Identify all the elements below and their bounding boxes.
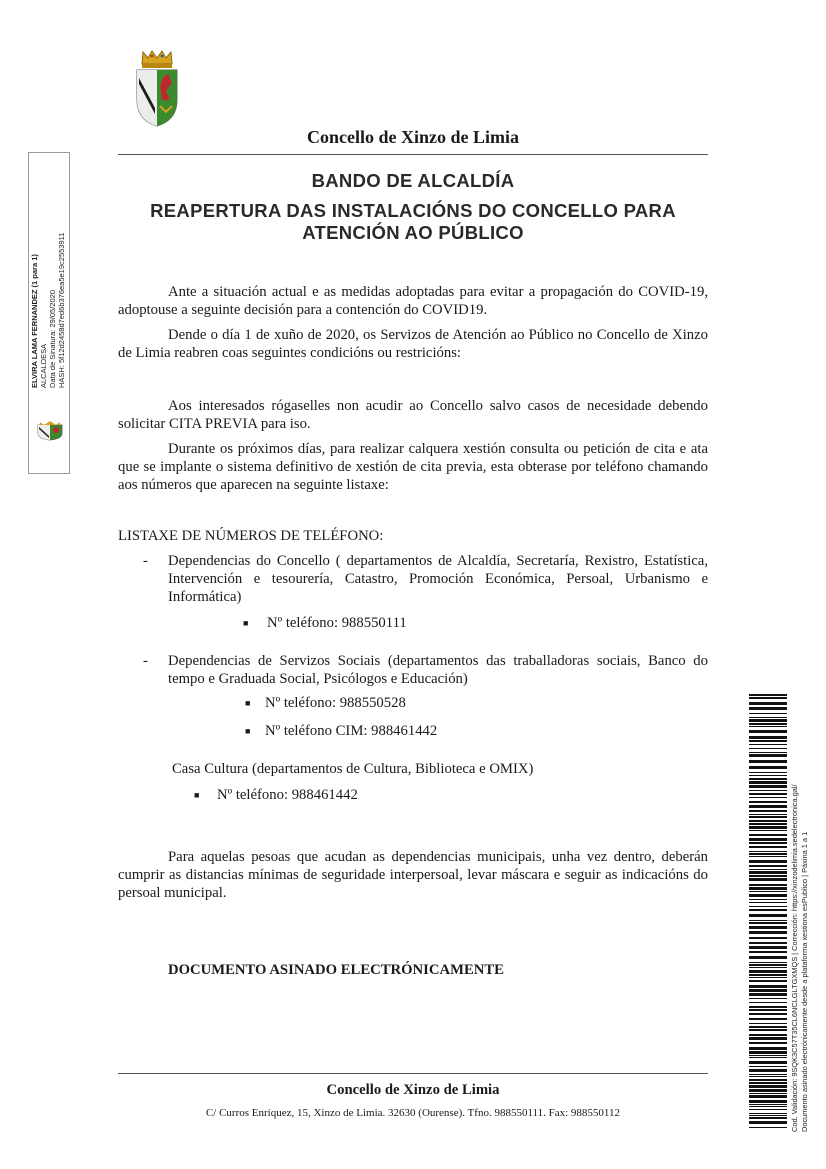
footer-org-name: Concello de Xinzo de Limia [326,1082,500,1098]
group-casa-cultura: Casa Cultura (departamentos de Cultura, Biblioteca e OMIX) [172,761,534,777]
list-bullet: ■ [245,726,251,736]
validation-info [790,784,809,1132]
document-subtitle-line-2: ATENCIÓN AO PÚBLICO [302,222,524,243]
phone-servizos-sociais: Nº teléfono: 988550528 [265,695,406,711]
header-divider [118,154,708,155]
paragraph-appointment: Aos interesados rógaselles non acudir ao Concello salvo casos de necesidade debendo solicitar CITA PREVIA para iso. [118,398,708,432]
list-bullet: ■ [243,618,249,628]
group-concello: Dependencias do Concello ( departamentos de Alcaldía, Secretaría, Rexistro, Estatística, Intervención e tesourería, Catastro, Promoción Económica, Persoal, Urbanismo e Informática) [168,553,708,605]
document-subtitle [118,200,708,244]
phone-concello: Nº teléfono: 988550111 [267,615,407,631]
list-dash: - [143,653,148,669]
validation-code: Cod. Validación: 9SQK3C57T35CL6NCLGLTGXMQS | Corrección: https://xinzodelimia.sedelectronica.gal/ [790,784,799,1132]
validation-platform: Documento asinado electrónicamente desde a plataforma xestiona esPublico | Páxina 1 a 1 [799,831,809,1132]
paragraph-phone-info: Durante os próximos días, para realizar calquera xestión consulta ou petición de cita e ata que se implante o sistema definitivo de xestión de cita previa, esta obterase por teléfono chamando aos números que aparecen na seguinte listaxe: [118,441,708,493]
municipal-coat-of-arms-icon [132,48,182,128]
signer-name: ELVIRA LAMA FERNANDEZ (1 para 1) [30,254,39,388]
phone-cim: Nº teléfono CIM: 988461442 [265,723,438,739]
phone-casa-cultura: Nº teléfono: 988461442 [217,787,358,803]
footer-divider [118,1073,708,1074]
signature-hash: HASH: 5f12d2458d7ed6b376ea5e19c2553911 [57,232,66,388]
list-bullet: ■ [194,790,200,800]
paragraph-reopening: Dende o día 1 de xuño de 2020, os Servizos de Atención ao Público no Concello de Xinzo de Limia reabren coas seguintes condicións ou restricións: [118,327,708,361]
signature-seal-icon [36,421,64,441]
barcode-icon [749,694,787,1128]
list-dash: - [143,553,148,569]
phone-list-heading: LISTAXE DE NÚMEROS DE TELÉFONO: [118,528,384,544]
signed-note: DOCUMENTO ASINADO ELECTRÓNICAMENTE [168,962,504,978]
paragraph-situation: Ante a situación actual e as medidas adoptadas para evitar a propagación do COVID-19, adoptouse a seguinte decisión para a contención do COVID19. [118,284,708,318]
document-title: BANDO DE ALCALDÍA [311,170,515,191]
paragraph-safety: Para aquelas pesoas que acudan as dependencias municipais, unha vez dentro, deberán cumprir as distancias mínimas de seguridade interpersoal, levar máscara e seguir as indicacións do persoal municipal. [118,849,708,901]
footer-address: C/ Curros Enríquez, 15, Xinzo de Limia. 32630 (Ourense). Tfno. 988550111. Fax: 988550112 [205,1107,621,1119]
list-bullet: ■ [245,698,251,708]
group-servizos-sociais: Dependencias de Servizos Sociais (departamentos das traballadoras sociais, Banco do tempo e Graduada Social, Psicólogos e Educación) [168,653,708,687]
signature-info [30,233,66,388]
signature-date: Data de Sinatura: 29/05/2020 [48,290,57,388]
document-subtitle-line-1: REAPERTURA DAS INSTALACIÓNS DO CONCELLO PARA [150,200,676,221]
header-org-name: Concello de Xinzo de Limia [307,127,519,147]
signer-role: ALCALDESA [39,343,48,388]
